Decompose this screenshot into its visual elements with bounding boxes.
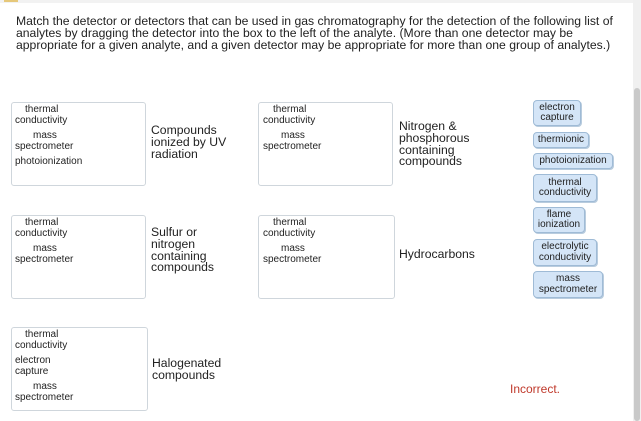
dropped-chip-photoionization[interactable]: photoionization <box>15 156 83 167</box>
palette-chip-thermal-conductivity[interactable]: thermal conductivity <box>533 174 597 202</box>
palette-chip-electrolytic-conductivity[interactable]: electrolytic conductivity <box>533 239 597 266</box>
top-border <box>0 0 641 3</box>
dropped-chip-mass-spectrometer[interactable]: mass spectrometer <box>263 130 322 152</box>
dropped-chip-mass-spectrometer[interactable]: mass spectrometer <box>263 243 322 265</box>
scrollbar[interactable] <box>633 0 641 421</box>
dropped-chip-thermal-conductivity[interactable]: thermal conductivity <box>263 217 316 239</box>
dropped-chip-mass-spectrometer[interactable]: mass spectrometer <box>15 130 74 152</box>
palette-chip-mass-spectrometer[interactable]: mass spectrometer <box>533 271 603 298</box>
palette-chip-electron-capture[interactable]: electron capture <box>533 100 581 126</box>
palette-chip-photoionization[interactable]: photoionization <box>533 153 613 169</box>
analyte-label-halogenated: Halogenated compounds <box>152 356 222 382</box>
scrollbar-thumb[interactable] <box>634 88 640 421</box>
dropped-chip-thermal-conductivity[interactable]: thermal conductivity <box>15 217 68 239</box>
dropped-chip-mass-spectrometer[interactable]: mass spectrometer <box>15 381 74 403</box>
dropped-chip-thermal-conductivity[interactable]: thermal conductivity <box>15 329 68 351</box>
instructions-text: Match the detector or detectors that can be used in gas chromatography for the detection of the following list of analytes by dragging the detector into the box to the left of the analyte. (More than one detector may be appropriate for a given analyte, and a given detector may be appropriate for more than one group of analytes.) <box>16 14 613 52</box>
analyte-label-hydrocarbons: Hydrocarbons <box>399 247 475 261</box>
dropped-chip-electron-capture[interactable]: electron capture <box>15 355 51 377</box>
result-status: Incorrect. <box>510 382 561 396</box>
palette-chip-flame-ionization[interactable]: flame ionization <box>533 207 585 233</box>
dropped-chip-thermal-conductivity[interactable]: thermal conductivity <box>15 104 68 126</box>
palette-chip-thermionic[interactable]: thermionic <box>533 132 589 148</box>
dropped-chip-thermal-conductivity[interactable]: thermal conductivity <box>263 104 316 126</box>
analyte-label-uv-ionized: Compounds ionized by UV radiation <box>151 123 227 161</box>
dropped-chip-mass-spectrometer[interactable]: mass spectrometer <box>15 243 74 265</box>
analyte-label-sulfur-nitrogen: Sulfur or nitrogen containing compounds <box>151 225 215 275</box>
analyte-label-nitrogen-phosphorous: Nitrogen & phosphorous containing compounds <box>399 119 470 169</box>
corner-mark <box>4 0 18 2</box>
